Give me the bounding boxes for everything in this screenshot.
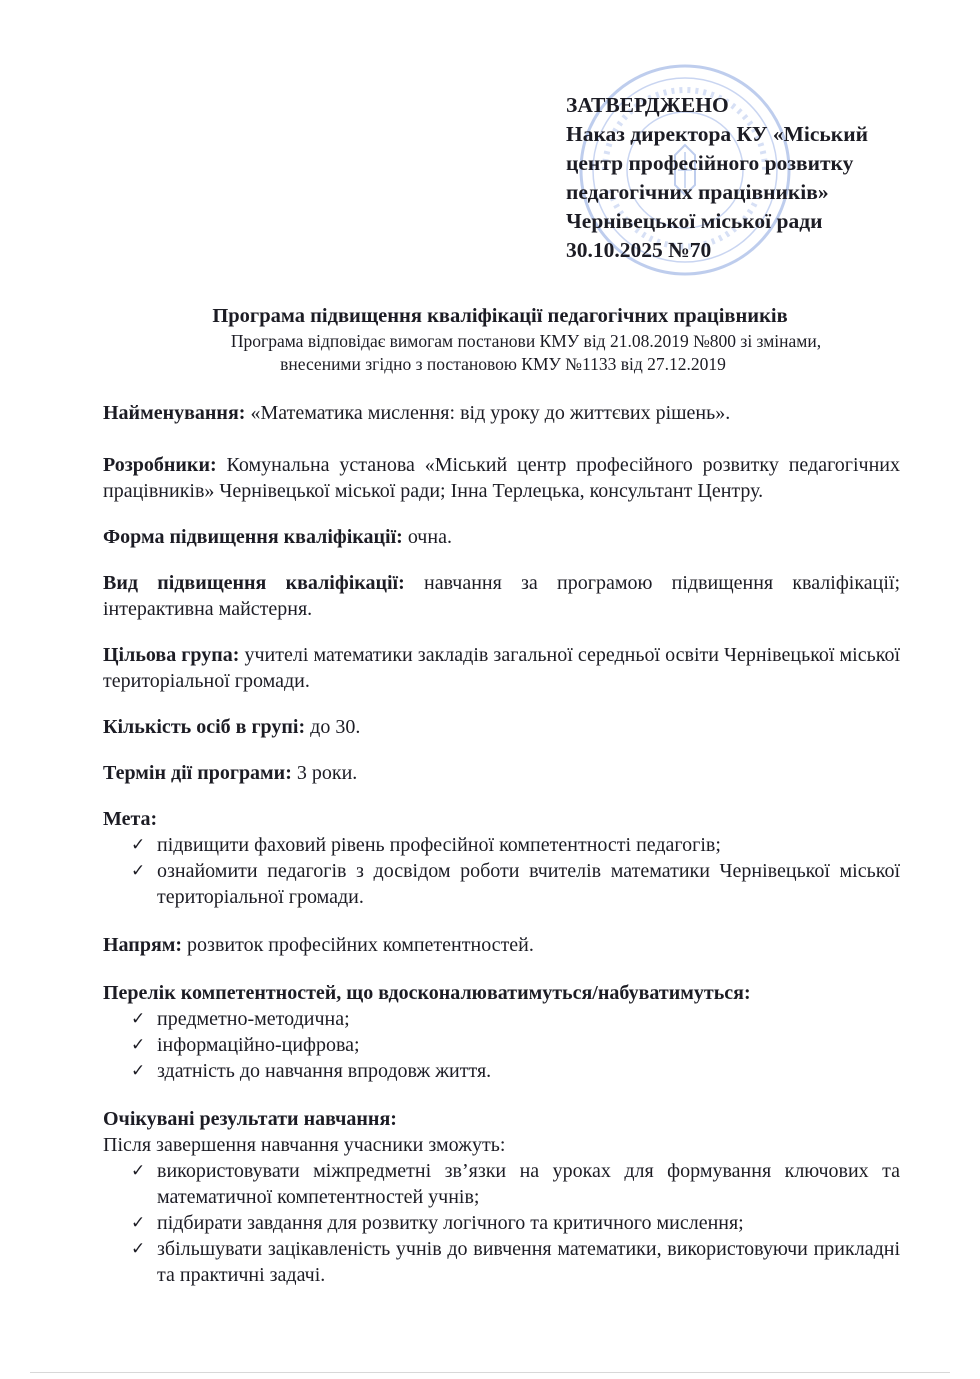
competencies-label: Перелік компетентностей, що вдосконалюватимуться/набуватимуться: <box>103 982 751 1004</box>
goal-label: Мета: <box>103 808 158 830</box>
check-icon: ✓ <box>131 1161 146 1181</box>
list-item <box>103 858 900 910</box>
field-label: Форма підвищення кваліфікації: <box>103 526 403 548</box>
list-item-text: інформаційно-цифрова; <box>157 1034 360 1056</box>
approval-date: 30.10.2025 №70 <box>566 238 712 262</box>
field-type <box>103 570 900 622</box>
list-item-text: здатність до навчання впродовж життя. <box>157 1060 492 1082</box>
subtitle-line: Програма відповідає вимогам постанови КМУ від 21.08.2019 №800 зі змінами, <box>230 331 822 351</box>
outcomes-label: Очікувані результати навчання: <box>103 1108 397 1130</box>
field-value: 3 роки. <box>291 762 358 784</box>
field-label: Розробники: <box>103 454 217 476</box>
approval-line: Наказ директора КУ «Міський <box>566 122 868 146</box>
field-label: Цільова група: <box>103 644 240 666</box>
field-term <box>103 760 900 786</box>
subtitle-line: внесеними згідно з постановою КМУ №1133 від 27.12.2019 <box>280 354 726 374</box>
field-value: розвиток професійних компетентностей. <box>182 934 534 956</box>
outcomes-list <box>103 1158 900 1288</box>
field-form <box>103 524 900 550</box>
field-name <box>103 400 900 426</box>
check-icon: ✓ <box>131 1061 146 1081</box>
field-value: навчання за програмою підвищення кваліфікації; інтерактивна майстерня. <box>103 572 901 620</box>
field-value: Комунальна установа «Міський центр професійного розвитку педагогічних працівників» Чернівецької міської ради; Інна Терлецька, консультант Центру. <box>103 454 900 502</box>
list-item <box>103 1210 900 1236</box>
list-item-text: предметно-методична; <box>157 1008 350 1030</box>
list-item-text: ознайомити педагогів з досвідом роботи вчителів математики Чернівецької міської територіальної громади. <box>157 860 900 908</box>
approval-line: педагогічних працівників» <box>566 180 829 204</box>
subtitle <box>100 330 900 376</box>
field-group-size <box>103 714 900 740</box>
field-label: Кількість осіб в групі: <box>103 716 306 738</box>
field-direction <box>103 932 900 958</box>
list-item <box>103 1058 900 1084</box>
field-target <box>103 642 900 694</box>
list-item-text: підбирати завдання для розвитку логічного та критичного мислення; <box>157 1212 744 1234</box>
list-item <box>103 1236 900 1288</box>
check-icon: ✓ <box>131 835 146 855</box>
list-item <box>103 1158 900 1210</box>
field-value: учителі математики закладів загальної середньої освіти Чернівецької міської територіальної громади. <box>103 644 900 692</box>
check-icon: ✓ <box>131 1009 146 1029</box>
approval-line: ЗАТВЕРДЖЕНО <box>566 93 729 117</box>
list-item <box>103 1032 900 1058</box>
goal-list <box>103 832 900 910</box>
list-item-text: збільшувати зацікавленість учнів до вивчення математики, використовуючи прикладні та практичні задачі. <box>157 1238 900 1286</box>
approval-line: центр професійного розвитку <box>566 151 854 175</box>
check-icon: ✓ <box>131 861 146 881</box>
field-value: очна. <box>402 526 452 548</box>
list-item <box>103 1006 900 1032</box>
page-title: Програма підвищення кваліфікації педагогічних працівників <box>212 305 788 327</box>
check-icon: ✓ <box>131 1213 146 1233</box>
field-developers <box>103 452 900 504</box>
page-bottom-edge <box>30 1372 950 1373</box>
check-icon: ✓ <box>131 1239 146 1259</box>
field-value: до 30. <box>305 716 361 738</box>
competencies-list <box>103 1006 900 1084</box>
field-label: Найменування: <box>103 402 246 424</box>
check-icon: ✓ <box>131 1035 146 1055</box>
field-label: Термін дії програми: <box>103 762 292 784</box>
approval-block <box>566 91 946 265</box>
list-item-text: підвищити фаховий рівень професійної компетентності педагогів; <box>157 834 721 856</box>
field-label: Напрям: <box>103 934 183 956</box>
document-body <box>103 400 900 1310</box>
field-value: «Математика мислення: від уроку до життєвих рішень». <box>245 402 731 424</box>
list-item-text: використовувати міжпредметні зв’язки на уроках для формування ключових та математичної компетентностей учнів; <box>157 1160 900 1208</box>
list-item <box>103 832 900 858</box>
approval-line: Чернівецької міської ради <box>566 209 823 233</box>
title-block <box>100 302 900 376</box>
outcomes-intro: Після завершення навчання учасники зможуть: <box>103 1134 506 1156</box>
field-label: Вид підвищення кваліфікації: <box>103 572 405 594</box>
